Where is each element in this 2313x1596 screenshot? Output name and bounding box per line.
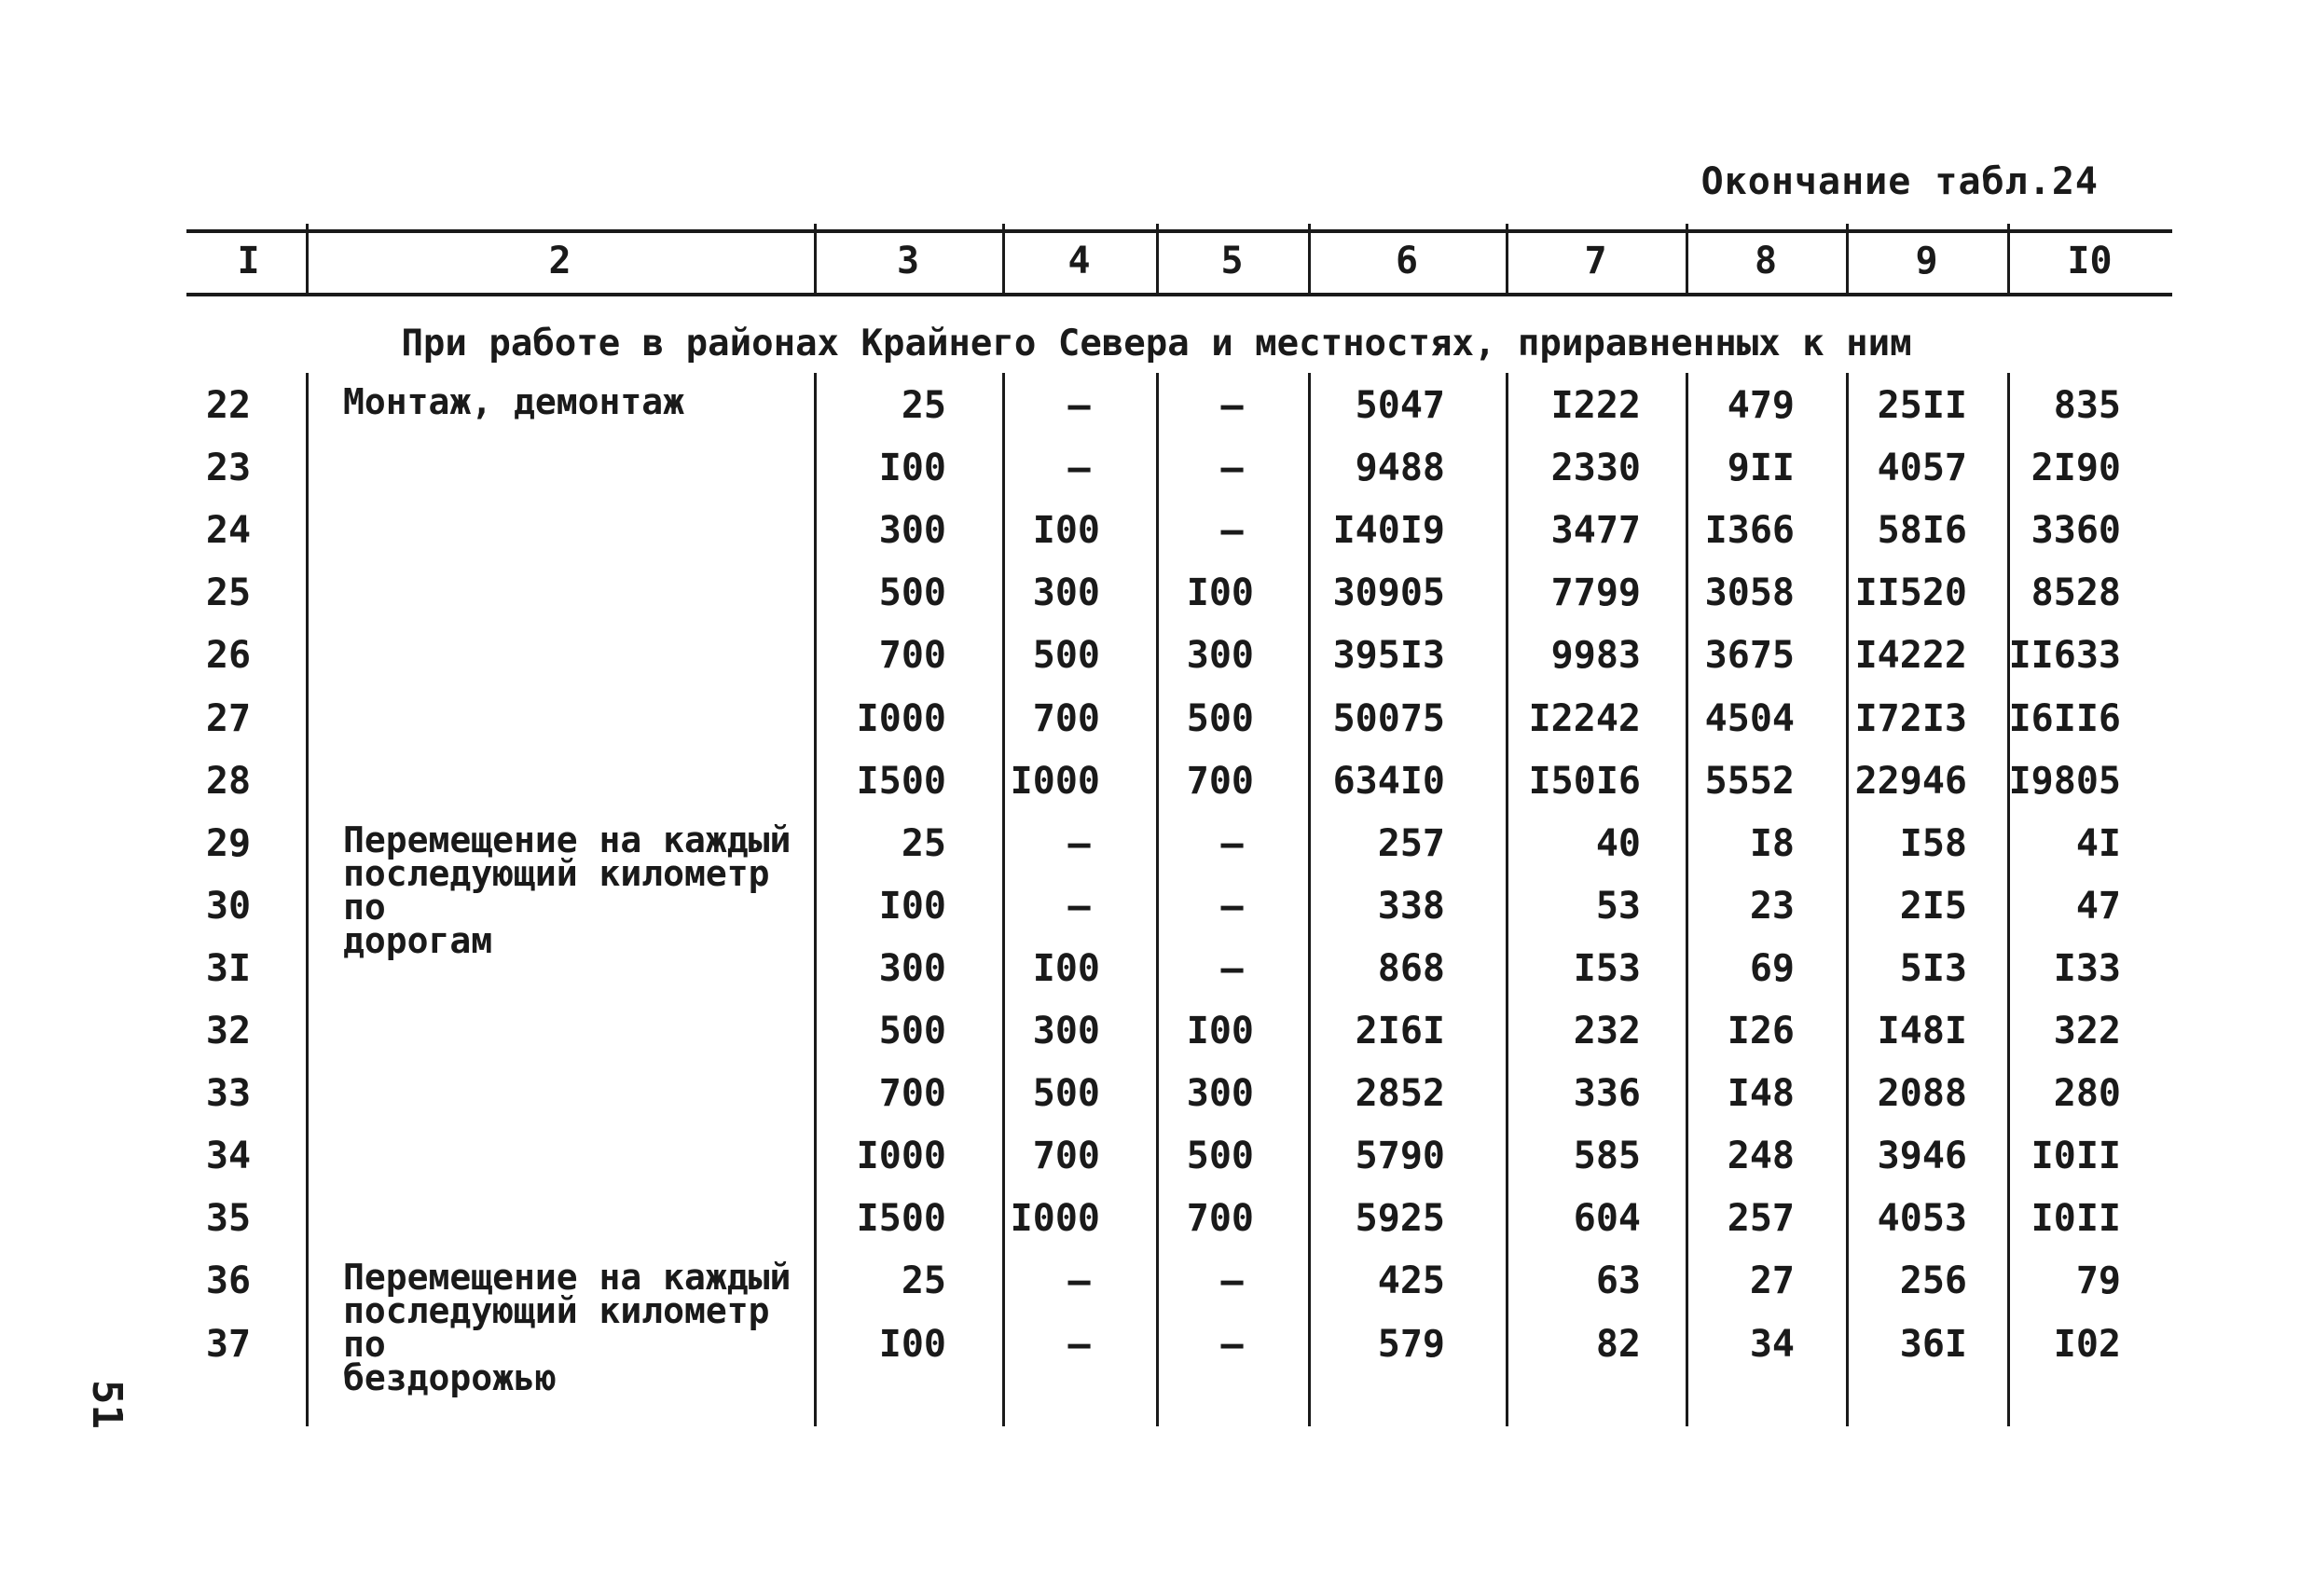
value-cell: 479 [1727, 384, 1795, 427]
value-cell: 5047 [1355, 384, 1445, 427]
value-cell: 9II [1727, 447, 1795, 490]
value-cell: I00 [878, 447, 946, 490]
row-number: 33 [205, 1072, 252, 1116]
row-number: 36 [205, 1259, 252, 1303]
row-number: 25 [205, 571, 252, 615]
value-cell: 63 [1595, 1259, 1641, 1303]
value-cell: I0II [2031, 1135, 2121, 1178]
header-cell: 5 [1220, 240, 1244, 282]
empty-cell-dash: – [1220, 884, 1244, 928]
top-rule [186, 229, 2172, 233]
value-cell: 700 [1186, 759, 1254, 803]
value-cell: 300 [878, 946, 946, 990]
value-cell: 50075 [1332, 696, 1445, 740]
table-caption: Окончание табл.24 [1700, 160, 2099, 203]
value-cell: 300 [1032, 1010, 1100, 1053]
value-cell: 27 [1749, 1259, 1795, 1303]
value-cell: I00 [1186, 1010, 1254, 1053]
header-cell: 2 [548, 240, 571, 282]
page-number: 51 [83, 1380, 131, 1429]
value-cell: 500 [1032, 634, 1100, 678]
value-cell: 2I5 [1899, 884, 1967, 928]
row-number: 23 [205, 447, 252, 490]
value-cell: 34 [1749, 1322, 1795, 1366]
value-cell: 5925 [1355, 1197, 1445, 1241]
value-cell: 500 [1032, 1072, 1100, 1116]
value-cell: 257 [1727, 1197, 1795, 1241]
value-cell: 3360 [2031, 509, 2121, 553]
value-cell: 69 [1749, 946, 1795, 990]
value-cell: I02 [2053, 1322, 2121, 1366]
value-cell: 3946 [1877, 1135, 1967, 1178]
value-cell: 835 [2053, 384, 2121, 427]
value-cell: I4222 [1854, 634, 1967, 678]
value-cell: 868 [1377, 946, 1445, 990]
value-cell: 248 [1727, 1135, 1795, 1178]
value-cell: 232 [1573, 1010, 1641, 1053]
value-cell: 634I0 [1332, 759, 1445, 803]
value-cell: 8528 [2031, 571, 2121, 615]
value-cell: I00 [1032, 946, 1100, 990]
value-cell: 58I6 [1877, 509, 1967, 553]
value-cell: 36I [1899, 1322, 1967, 1366]
value-cell: 280 [2053, 1072, 2121, 1116]
value-cell: 500 [1186, 696, 1254, 740]
value-cell: 30905 [1332, 571, 1445, 615]
value-cell: 585 [1573, 1135, 1641, 1178]
value-cell: 300 [1032, 571, 1100, 615]
value-cell: 25 [901, 1259, 946, 1303]
column-divider [306, 373, 309, 1426]
value-cell: 5790 [1355, 1135, 1445, 1178]
value-cell: 79 [2075, 1259, 2121, 1303]
value-cell: 7799 [1550, 571, 1641, 615]
value-cell: I00 [1032, 509, 1100, 553]
value-cell: I58 [1899, 821, 1967, 865]
value-cell: 23 [1749, 884, 1795, 928]
row-number: 30 [205, 884, 252, 928]
header-cell: 7 [1584, 240, 1607, 282]
value-cell: 4I [2075, 821, 2121, 865]
value-cell: 700 [878, 1072, 946, 1116]
value-cell: 336 [1573, 1072, 1641, 1116]
header-bottom-rule [186, 293, 2172, 296]
value-cell: 25 [901, 384, 946, 427]
value-cell: I48I [1877, 1010, 1967, 1053]
value-cell: 700 [1032, 696, 1100, 740]
value-cell: I40I9 [1332, 509, 1445, 553]
value-cell: 395I3 [1332, 634, 1445, 678]
value-cell: 5552 [1704, 759, 1795, 803]
header-cell: 4 [1067, 240, 1091, 282]
value-cell: II520 [1854, 571, 1967, 615]
header-cell: 6 [1395, 240, 1419, 282]
value-cell: I6II6 [2008, 696, 2121, 740]
empty-cell-dash: – [1067, 1322, 1091, 1366]
value-cell: I366 [1704, 509, 1795, 553]
value-cell: 2852 [1355, 1072, 1445, 1116]
value-cell: I222 [1550, 384, 1641, 427]
value-cell: 700 [1032, 1135, 1100, 1178]
empty-cell-dash: – [1220, 821, 1244, 865]
value-cell: 4057 [1877, 447, 1967, 490]
empty-cell-dash: – [1067, 384, 1091, 427]
row-number: 28 [205, 759, 252, 803]
section-title: При работе в районах Крайнего Севера и местностях, приравненных к ним [401, 323, 1912, 365]
empty-cell-dash: – [1220, 1322, 1244, 1366]
value-cell: 25II [1877, 384, 1967, 427]
value-cell: 9983 [1550, 634, 1641, 678]
value-cell: I2242 [1528, 696, 1641, 740]
empty-cell-dash: – [1220, 946, 1244, 990]
value-cell: I000 [856, 696, 946, 740]
value-cell: 47 [2075, 884, 2121, 928]
value-cell: 25 [901, 821, 946, 865]
row-number: 34 [205, 1135, 252, 1178]
value-cell: 82 [1595, 1322, 1641, 1366]
value-cell: 22946 [1854, 759, 1967, 803]
value-cell: 500 [878, 1010, 946, 1053]
value-cell: 3058 [1704, 571, 1795, 615]
value-cell: 256 [1899, 1259, 1967, 1303]
value-cell: 9488 [1355, 447, 1445, 490]
value-cell: II633 [2008, 634, 2121, 678]
value-cell: 4504 [1704, 696, 1795, 740]
empty-cell-dash: – [1067, 447, 1091, 490]
value-cell: 5I3 [1899, 946, 1967, 990]
row-number: 37 [205, 1322, 252, 1366]
value-cell: 53 [1595, 884, 1641, 928]
header-cell: I0 [2067, 240, 2113, 282]
row-number: 3I [205, 946, 252, 990]
value-cell: 300 [1186, 1072, 1254, 1116]
header-cell: I [237, 240, 260, 282]
header-cell: 3 [896, 240, 920, 282]
empty-cell-dash: – [1067, 821, 1091, 865]
value-cell: 322 [2053, 1010, 2121, 1053]
value-cell: 4053 [1877, 1197, 1967, 1241]
value-cell: 579 [1377, 1322, 1445, 1366]
value-cell: 2I6I [1355, 1010, 1445, 1053]
value-cell: 604 [1573, 1197, 1641, 1241]
value-cell: 500 [878, 571, 946, 615]
row-description: Перемещение на каждый последующий километр по дорогам [343, 819, 792, 961]
value-cell: 425 [1377, 1259, 1445, 1303]
value-cell: 2I90 [2031, 447, 2121, 490]
value-cell: 3675 [1704, 634, 1795, 678]
row-number: 22 [205, 384, 252, 427]
value-cell: I500 [856, 1197, 946, 1241]
value-cell: 2088 [1877, 1072, 1967, 1116]
value-cell: I000 [856, 1135, 946, 1178]
empty-cell-dash: – [1220, 384, 1244, 427]
value-cell: I000 [1010, 1197, 1100, 1241]
value-cell: I000 [1010, 759, 1100, 803]
value-cell: I72I3 [1854, 696, 1967, 740]
header-cell: 9 [1915, 240, 1938, 282]
empty-cell-dash: – [1067, 884, 1091, 928]
value-cell: I48 [1727, 1072, 1795, 1116]
value-cell: 2330 [1550, 447, 1641, 490]
row-description: Перемещение на каждый последующий километр по бездорожью [343, 1257, 792, 1399]
value-cell: I00 [1186, 571, 1254, 615]
value-cell: I8 [1749, 821, 1795, 865]
value-cell: 300 [878, 509, 946, 553]
value-cell: I53 [1573, 946, 1641, 990]
value-cell: I0II [2031, 1197, 2121, 1241]
value-cell: 700 [1186, 1197, 1254, 1241]
empty-cell-dash: – [1067, 1259, 1091, 1303]
value-cell: I26 [1727, 1010, 1795, 1053]
value-cell: 700 [878, 634, 946, 678]
row-number: 35 [205, 1197, 252, 1241]
value-cell: I9805 [2008, 759, 2121, 803]
empty-cell-dash: – [1220, 447, 1244, 490]
value-cell: I50I6 [1528, 759, 1641, 803]
row-number: 32 [205, 1010, 252, 1053]
row-number: 24 [205, 509, 252, 553]
value-cell: I33 [2053, 946, 2121, 990]
value-cell: I500 [856, 759, 946, 803]
value-cell: 257 [1377, 821, 1445, 865]
empty-cell-dash: – [1220, 1259, 1244, 1303]
value-cell: 500 [1186, 1135, 1254, 1178]
value-cell: I00 [878, 884, 946, 928]
value-cell: 300 [1186, 634, 1254, 678]
empty-cell-dash: – [1220, 509, 1244, 553]
row-number: 26 [205, 634, 252, 678]
value-cell: I00 [878, 1322, 946, 1366]
value-cell: 40 [1595, 821, 1641, 865]
row-description: Монтаж, демонтаж [343, 381, 685, 422]
header-cell: 8 [1754, 240, 1778, 282]
row-number: 27 [205, 696, 252, 740]
value-cell: 3477 [1550, 509, 1641, 553]
row-number: 29 [205, 821, 252, 865]
value-cell: 338 [1377, 884, 1445, 928]
